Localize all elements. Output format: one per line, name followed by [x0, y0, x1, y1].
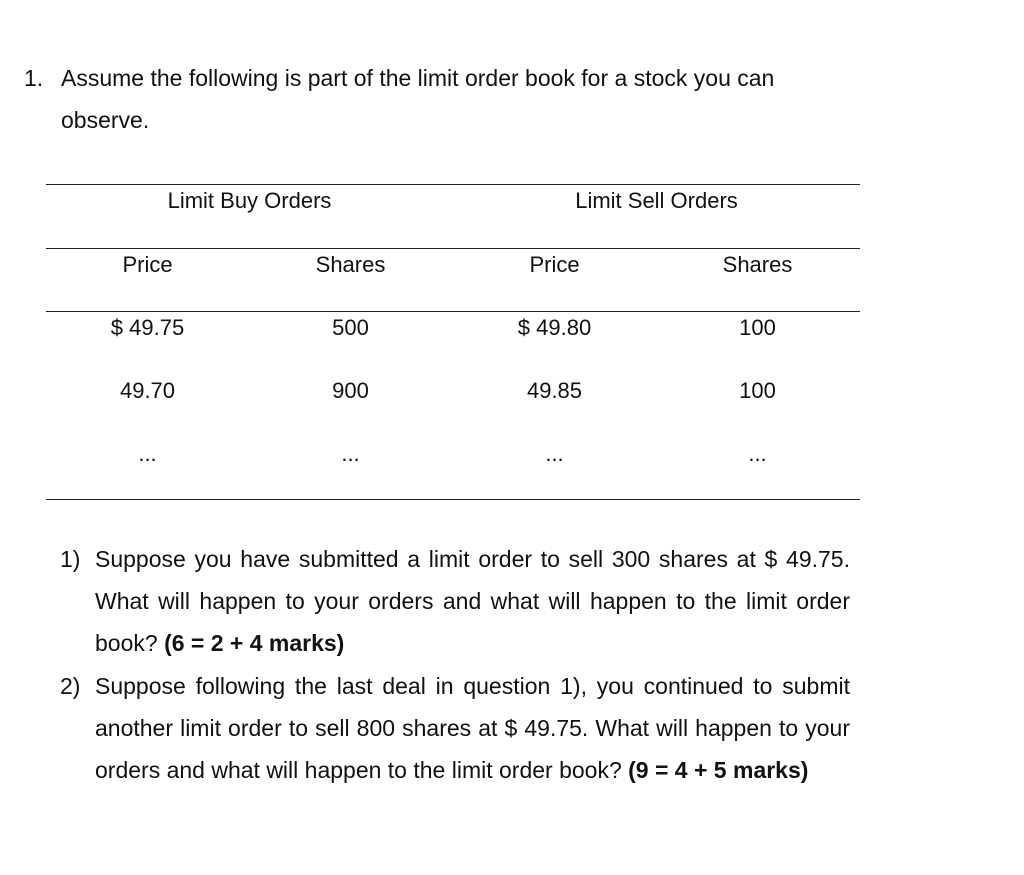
subquestion-number: 1) — [60, 546, 81, 572]
subquestion-2 — [60, 665, 850, 791]
buy-orders-header: Limit Buy Orders — [167, 188, 332, 213]
table-cell: ... — [748, 441, 767, 466]
col-sell-price: Price — [529, 252, 580, 277]
header-rule — [46, 248, 860, 249]
column-header-rule — [46, 311, 860, 312]
table-cell: 900 — [332, 378, 369, 403]
subquestion-text: Suppose following the last deal in question 1), you continued to submit another limit order to sell 800 shares at $ 49.75. What will happen to your orders and what will happen to the limit order book? — [95, 673, 850, 783]
table-cell: 49.85 — [526, 378, 583, 403]
table-cell: 500 — [332, 315, 369, 340]
question-1 — [24, 57, 864, 141]
col-sell-shares: Shares — [722, 252, 793, 277]
table-cell: ... — [341, 441, 360, 466]
table-cell: 49.70 — [119, 378, 176, 403]
table-cell: ... — [545, 441, 564, 466]
table-cell: ... — [138, 441, 157, 466]
col-buy-shares: Shares — [315, 252, 386, 277]
question-number: 1. — [24, 65, 44, 91]
table-bottom-rule — [46, 499, 860, 500]
sell-orders-header: Limit Sell Orders — [575, 188, 738, 213]
table-cell: 100 — [739, 315, 776, 340]
table-cell: $ 49.75 — [110, 315, 185, 340]
subquestion-number: 2) — [60, 673, 81, 699]
subquestion-1 — [60, 538, 850, 664]
table-cell: $ 49.80 — [517, 315, 592, 340]
table-cell: 100 — [739, 378, 776, 403]
subquestion-marks: (9 = 4 + 5 marks) — [628, 757, 809, 783]
table-top-rule — [46, 184, 860, 185]
subquestion-marks: (6 = 2 + 4 marks) — [164, 630, 345, 656]
question-text: Assume the following is part of the limit order book for a stock you can observe. — [61, 65, 775, 133]
col-buy-price: Price — [122, 252, 173, 277]
subquestion-text: Suppose you have submitted a limit order to sell 300 shares at $ 49.75. What will happen to your orders and what will happen to the limit order book? — [95, 546, 850, 656]
